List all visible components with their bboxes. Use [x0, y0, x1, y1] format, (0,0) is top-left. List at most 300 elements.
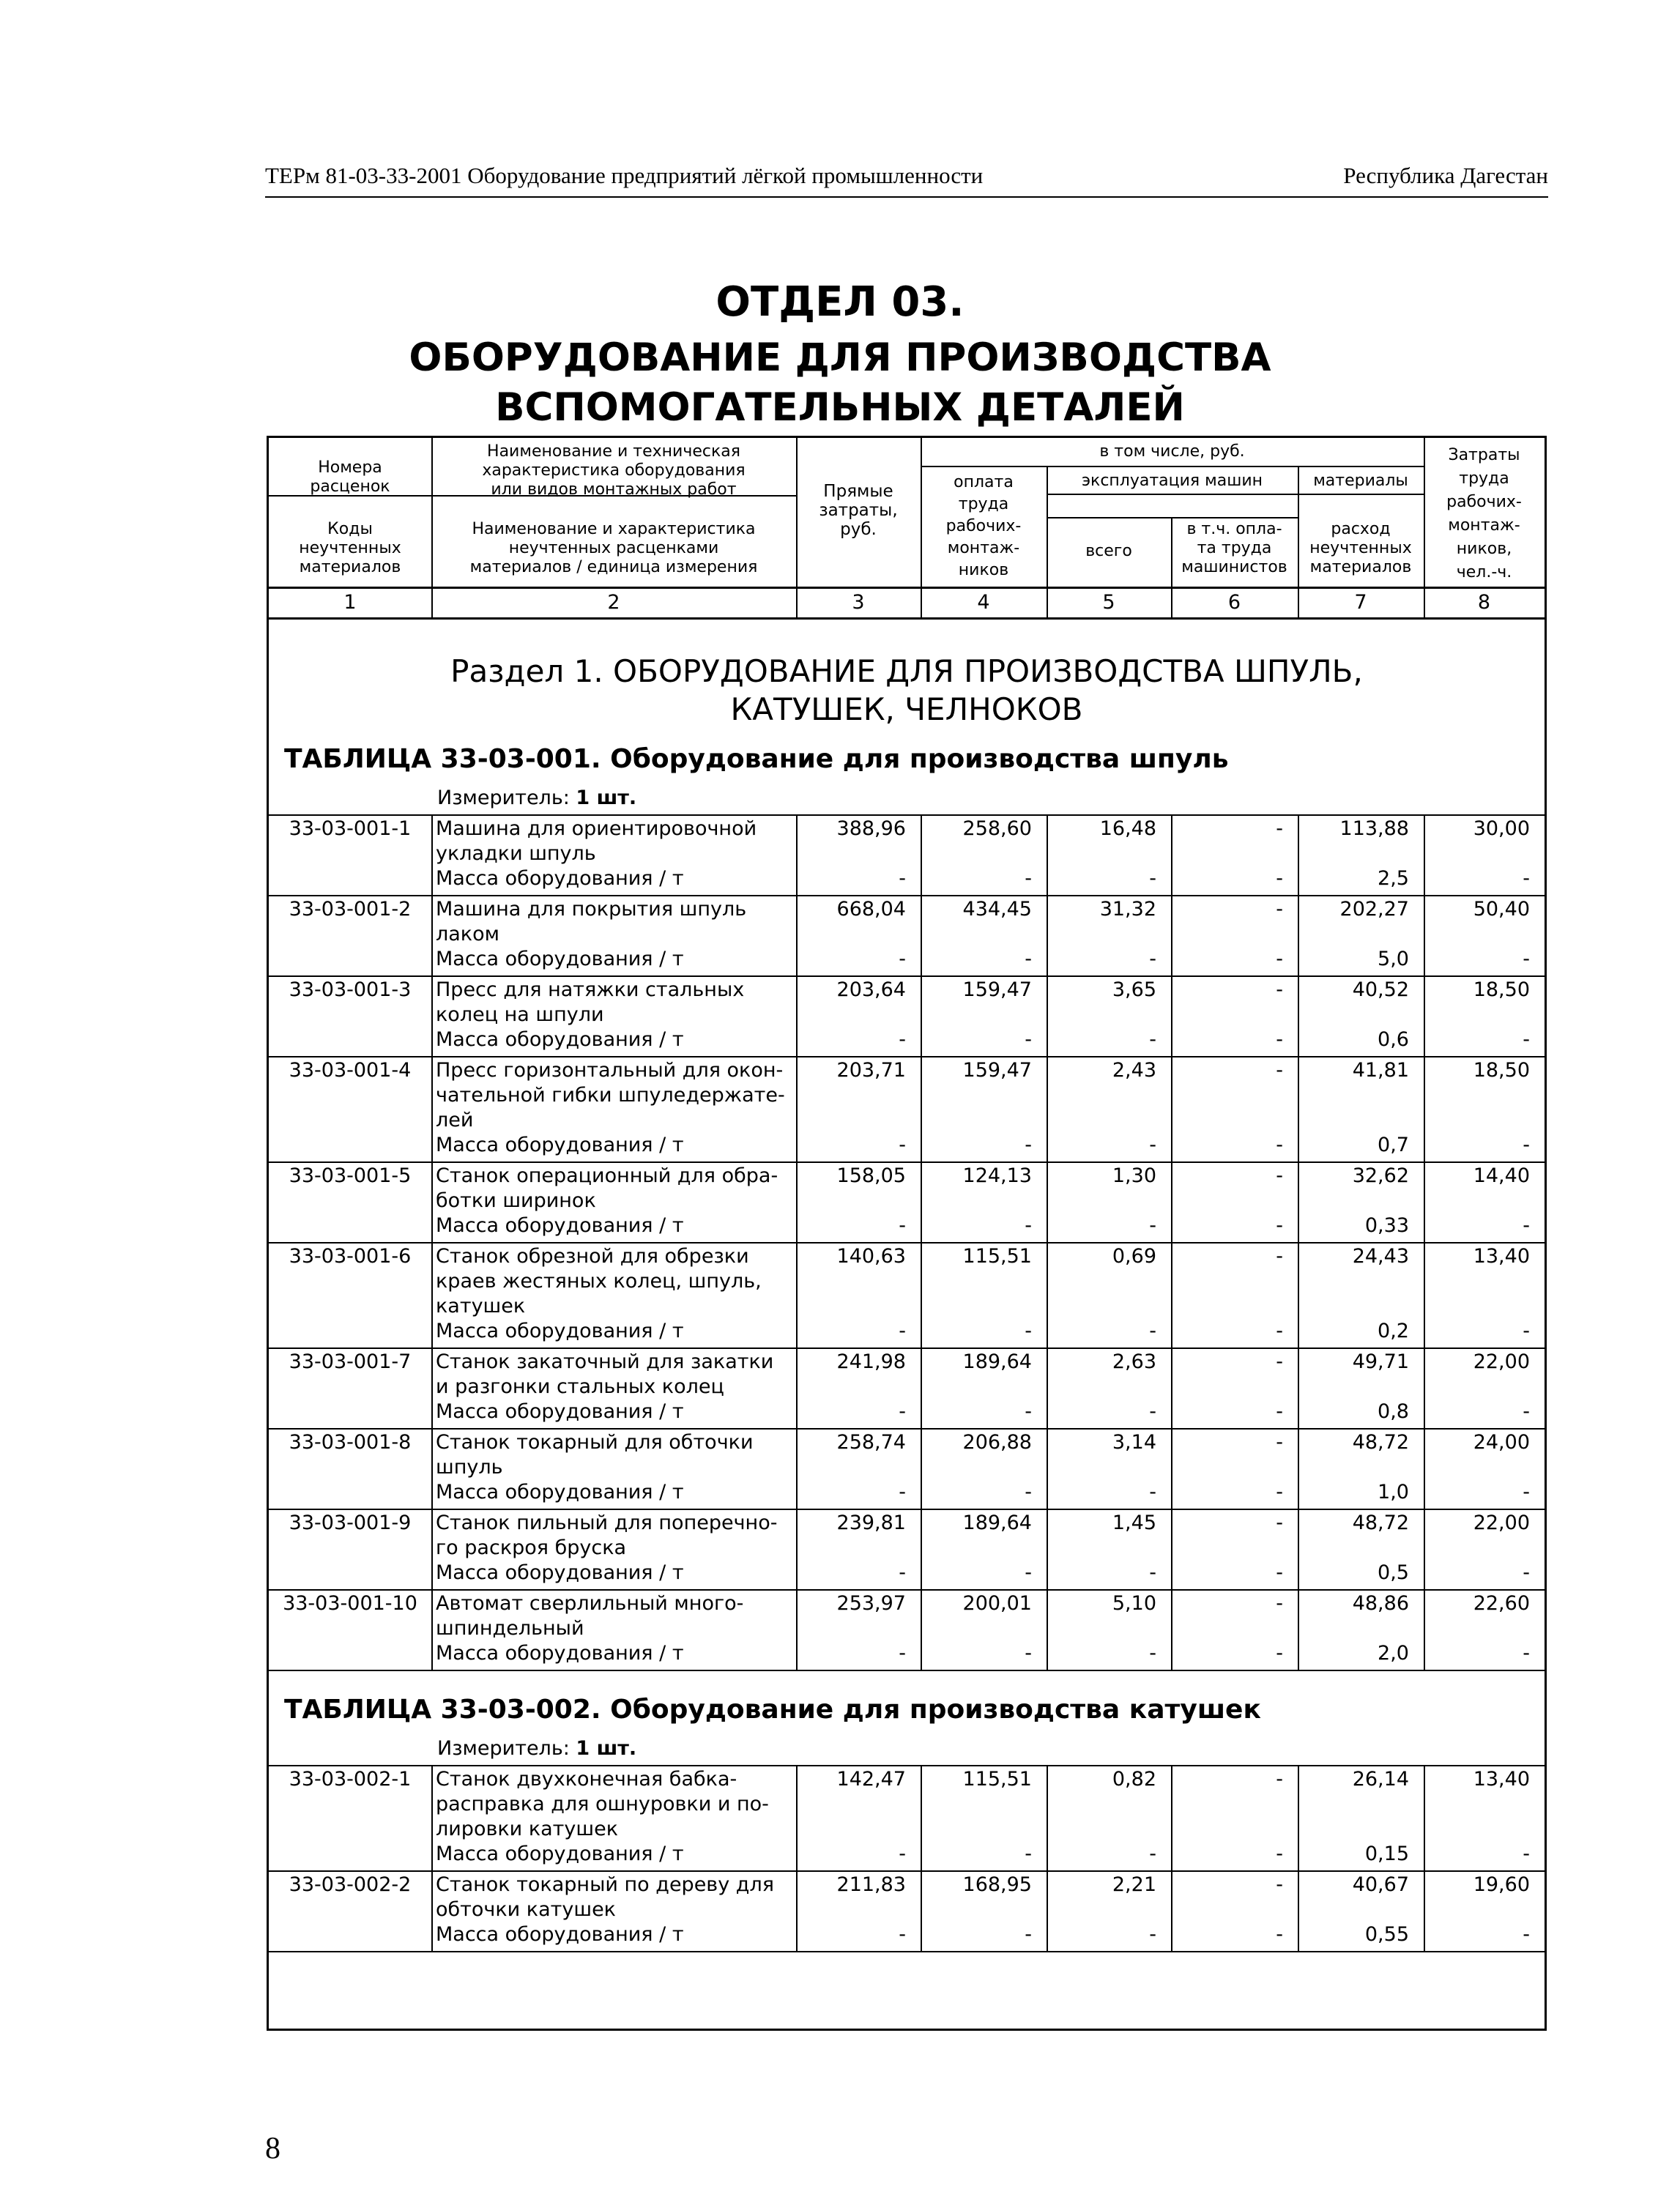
column-rule [796, 814, 798, 1670]
section-title [269, 653, 1545, 729]
labor-wages: 115,51 [962, 1245, 1032, 1268]
mass-labor-wages: - [1025, 948, 1032, 970]
table-title: ТАБЛИЦА 33-03-001. Оборудование для производства шпуль [284, 744, 1229, 774]
labor-hours: 22,00 [1473, 1512, 1530, 1534]
header-col3-line: Прямые [823, 482, 893, 501]
work-name [436, 1511, 777, 1561]
work-name-line: лировки катушек [436, 1818, 618, 1840]
row-rule [269, 1589, 1545, 1591]
mass-label: Масса оборудования / т [436, 1214, 684, 1237]
header-exploitation [1047, 472, 1298, 491]
mass-machinists-wages: - [1276, 1642, 1283, 1665]
mass-labor-hours: - [1523, 1320, 1530, 1342]
materials-cost: 26,14 [1352, 1768, 1409, 1791]
mass-direct-costs: - [899, 1320, 906, 1342]
mass-labor-hours: - [1523, 1134, 1530, 1156]
row-rule [269, 1242, 1545, 1244]
materials-cost: 40,67 [1352, 1873, 1409, 1896]
work-name [436, 1164, 778, 1213]
work-name-line: катушек [436, 1295, 526, 1317]
measure-unit [437, 1737, 636, 1760]
header-document-title: ТЕРм 81-03-33-2001 Оборудование предприятий лёгкой промышленности [265, 163, 984, 188]
mass-labor-wages: - [1025, 1642, 1032, 1665]
mass-labor-hours: - [1523, 867, 1530, 890]
row-rule [269, 975, 1545, 977]
header-col2-bottom-line: неучтенных расценками [508, 539, 719, 557]
materials-cost: 40,52 [1352, 978, 1409, 1001]
table-rule [1047, 494, 1298, 495]
department-subtitle [0, 333, 1680, 433]
machines-total: 2,21 [1112, 1873, 1156, 1896]
labor-hours: 19,60 [1473, 1873, 1530, 1896]
table-top-rule [269, 1765, 1545, 1766]
header-col2-bottom-line: материалов / единица измерения [469, 558, 758, 576]
header-col8 [1424, 444, 1545, 584]
department-subtitle-line-2: ВСПОМОГАТЕЛЬНЫХ ДЕТАЛЕЙ [495, 385, 1185, 430]
mass-label: Масса оборудования / т [436, 1642, 684, 1665]
rate-code: 33-03-001-3 [289, 978, 412, 1001]
mass-label: Масса оборудования / т [436, 1134, 684, 1156]
labor-hours: 22,00 [1473, 1350, 1530, 1373]
header-col5 [1047, 542, 1171, 561]
column-number [796, 593, 921, 612]
row-rule [269, 1056, 1545, 1057]
labor-hours: 50,40 [1473, 898, 1530, 921]
machinists-wages: - [1276, 1592, 1283, 1615]
labor-wages: 258,60 [962, 817, 1032, 840]
materials-cost: 49,71 [1352, 1350, 1409, 1373]
mass-value: 5,0 [1378, 948, 1409, 970]
mass-machines-total: - [1149, 1843, 1156, 1865]
rate-code: 33-03-002-2 [289, 1873, 412, 1896]
mass-label: Масса оборудования / т [436, 1320, 684, 1342]
labor-wages: 189,64 [962, 1350, 1032, 1373]
machinists-wages: - [1276, 1350, 1283, 1373]
mass-labor-hours: - [1523, 948, 1530, 970]
header-col8-line: ников, [1456, 540, 1512, 558]
mass-machines-total: - [1149, 1481, 1156, 1503]
machines-total: 0,82 [1112, 1768, 1156, 1791]
header-col8-line: труда [1459, 469, 1509, 488]
header-exploitation-line: эксплуатация машин [1081, 472, 1263, 490]
header-col7-line: неучтенных [1309, 539, 1412, 557]
row-rule [269, 895, 1545, 896]
mass-labor-wages: - [1025, 1400, 1032, 1423]
mass-machinists-wages: - [1276, 1320, 1283, 1342]
mass-value: 0,2 [1378, 1320, 1409, 1342]
rate-code: 33-03-002-1 [289, 1768, 412, 1791]
direct-costs: 388,96 [836, 817, 906, 840]
direct-costs: 211,83 [836, 1873, 906, 1896]
mass-machinists-wages: - [1276, 1134, 1283, 1156]
machines-total: 1,45 [1112, 1512, 1156, 1534]
column-rule [431, 1765, 433, 1951]
machines-total: 2,43 [1112, 1059, 1156, 1082]
mass-value: 2,5 [1378, 867, 1409, 890]
work-name-line: обточки катушек [436, 1898, 616, 1921]
mass-labor-hours: - [1523, 1923, 1530, 1946]
table-top-rule [269, 814, 1545, 816]
mass-value: 0,33 [1364, 1214, 1409, 1237]
header-col1-bottom-line: Коды [327, 520, 373, 538]
column-rule [921, 1765, 922, 1951]
work-name-line: шпиндельный [436, 1617, 584, 1640]
machinists-wages: - [1276, 1512, 1283, 1534]
mass-labor-wages: - [1025, 1134, 1032, 1156]
section-title-line: Раздел 1. ОБОРУДОВАНИЕ ДЛЯ ПРОИЗВОДСТВА ШПУЛЬ, [450, 653, 1363, 689]
column-number [1298, 593, 1424, 612]
mass-machinists-wages: - [1276, 948, 1283, 970]
labor-hours: 13,40 [1473, 1768, 1530, 1791]
column-rule [1047, 1765, 1048, 1951]
header-col6 [1171, 520, 1298, 577]
work-name-line: краев жестяных колец, шпуль, [436, 1270, 762, 1293]
labor-wages: 200,01 [962, 1592, 1032, 1615]
mass-labor-hours: - [1523, 1843, 1530, 1865]
mass-label: Масса оборудования / т [436, 948, 684, 970]
column-rule [921, 814, 922, 1670]
mass-direct-costs: - [899, 1642, 906, 1665]
header-region: Республика Дагестан [1343, 163, 1548, 188]
work-name-line: Машина для покрытия шпуль [436, 898, 747, 921]
price-table [267, 436, 1547, 2031]
header-col1-top [269, 458, 431, 497]
header-col2-top-line: характеристика оборудования [482, 461, 746, 480]
mass-value: 0,8 [1378, 1400, 1409, 1423]
header-col2-top-line: Наименование и техническая [487, 442, 740, 461]
work-name-line: Автомат сверлильный много- [436, 1592, 744, 1615]
labor-hours: 18,50 [1473, 978, 1530, 1001]
table-rule [921, 466, 1424, 467]
row-rule [269, 1428, 1545, 1430]
mass-labor-wages: - [1025, 1561, 1032, 1584]
mass-machines-total: - [1149, 1923, 1156, 1946]
column-number [1047, 593, 1171, 612]
materials-cost: 24,43 [1352, 1245, 1409, 1268]
row-rule [269, 1509, 1545, 1510]
header-col7-line: материалов [1309, 558, 1412, 576]
work-name-line: шпуль [436, 1456, 503, 1479]
work-name-line: и разгонки стальных колец [436, 1375, 724, 1398]
machinists-wages: - [1276, 1164, 1283, 1187]
mass-machinists-wages: - [1276, 1923, 1283, 1946]
mass-machines-total: - [1149, 1400, 1156, 1423]
header-col6-line: в т.ч. опла- [1186, 520, 1282, 538]
mass-labor-wages: - [1025, 867, 1032, 890]
header-col8-line: чел.-ч. [1456, 563, 1512, 581]
mass-machines-total: - [1149, 1561, 1156, 1584]
labor-hours: 24,00 [1473, 1431, 1530, 1454]
column-number-line: 5 [1102, 591, 1115, 614]
work-name-line: Станок токарный по дереву для [436, 1873, 774, 1896]
mass-value: 0,15 [1364, 1843, 1409, 1865]
materials-cost: 41,81 [1352, 1059, 1409, 1082]
mass-labor-hours: - [1523, 1561, 1530, 1584]
work-name-line: Станок закаточный для закатки [436, 1350, 774, 1373]
header-col1-top-line: Номера [318, 458, 382, 477]
header-rule [265, 196, 1548, 198]
work-name-line: расправка для ошнуровки и по- [436, 1793, 769, 1815]
header-col7 [1298, 520, 1424, 577]
column-rule [1424, 814, 1425, 1670]
direct-costs: 140,63 [836, 1245, 906, 1268]
column-number-line: 7 [1354, 591, 1367, 614]
measure-unit [437, 787, 636, 809]
mass-value: 0,55 [1364, 1923, 1409, 1946]
direct-costs: 142,47 [836, 1768, 906, 1791]
labor-wages: 115,51 [962, 1768, 1032, 1791]
rate-code: 33-03-001-2 [289, 898, 412, 921]
header-col6-line: машинистов [1181, 558, 1287, 576]
column-number-line: 2 [607, 591, 620, 614]
labor-wages: 189,64 [962, 1512, 1032, 1534]
work-name [436, 1591, 743, 1641]
header-col4-line: рабочих- [945, 517, 1022, 535]
header-col3 [796, 482, 921, 539]
mass-value: 1,0 [1378, 1481, 1409, 1503]
work-name-line: го раскроя бруска [436, 1536, 627, 1559]
row-rule [269, 1870, 1545, 1872]
materials-cost: 48,86 [1352, 1592, 1409, 1615]
machinists-wages: - [1276, 1431, 1283, 1454]
work-name [436, 1873, 774, 1922]
section-title-line: КАТУШЕК, ЧЕЛНОКОВ [730, 691, 1083, 727]
column-number [431, 593, 796, 612]
machines-total: 3,65 [1112, 978, 1156, 1001]
mass-label: Масса оборудования / т [436, 1923, 684, 1946]
column-number-line: 8 [1477, 591, 1491, 614]
work-name-line: лаком [436, 923, 499, 945]
direct-costs: 241,98 [836, 1350, 906, 1373]
labor-hours: 30,00 [1473, 817, 1530, 840]
work-name-line: лей [436, 1109, 474, 1131]
materials-cost: 202,27 [1339, 898, 1409, 921]
machinists-wages: - [1276, 817, 1283, 840]
mass-labor-wages: - [1025, 1843, 1032, 1865]
mass-machinists-wages: - [1276, 1214, 1283, 1237]
mass-label: Масса оборудования / т [436, 867, 684, 890]
labor-wages: 159,47 [962, 1059, 1032, 1082]
mass-direct-costs: - [899, 1923, 906, 1946]
direct-costs: 668,04 [836, 898, 906, 921]
work-name [436, 897, 746, 947]
page-number: 8 [265, 2132, 280, 2166]
mass-machines-total: - [1149, 1214, 1156, 1237]
work-name [436, 1430, 754, 1480]
mass-direct-costs: - [899, 1481, 906, 1503]
column-rule [1298, 814, 1299, 1670]
header-col8-line: рабочих- [1446, 493, 1522, 511]
header-col1-bottom-line: неучтенных [299, 539, 401, 557]
table-rule [1298, 466, 1299, 517]
machinists-wages: - [1276, 1245, 1283, 1268]
department-title: ОТДЕЛ 03. [716, 278, 964, 326]
machines-total: 3,14 [1112, 1431, 1156, 1454]
mass-label: Масса оборудования / т [436, 1843, 684, 1865]
mass-labor-hours: - [1523, 1028, 1530, 1051]
machinists-wages: - [1276, 978, 1283, 1001]
labor-wages: 168,95 [962, 1873, 1032, 1896]
measure-value: 1 шт. [576, 787, 637, 809]
materials-cost: 32,62 [1352, 1164, 1409, 1187]
header-col7-line: расход [1331, 520, 1391, 538]
mass-direct-costs: - [899, 1561, 906, 1584]
header-materials [1298, 472, 1424, 491]
rate-code: 33-03-001-1 [289, 817, 412, 840]
rate-code: 33-03-001-4 [289, 1059, 412, 1082]
mass-labor-wages: - [1025, 1214, 1032, 1237]
rate-code: 33-03-001-9 [289, 1512, 412, 1534]
row-rule [269, 1951, 1545, 1952]
header-col3-line: затраты, [819, 501, 898, 520]
mass-machines-total: - [1149, 948, 1156, 970]
mass-direct-costs: - [899, 1400, 906, 1423]
mass-direct-costs: - [899, 1214, 906, 1237]
mass-value: 0,6 [1378, 1028, 1409, 1051]
work-name [436, 1767, 769, 1842]
direct-costs: 203,71 [836, 1059, 906, 1082]
work-name-line: Станок обрезной для обрезки [436, 1245, 749, 1268]
row-rule [269, 1347, 1545, 1349]
rate-code: 33-03-001-5 [289, 1164, 412, 1187]
work-name [436, 1058, 785, 1133]
header-col5-line: всего [1085, 542, 1132, 560]
rate-code: 33-03-001-7 [289, 1350, 412, 1373]
direct-costs: 253,97 [836, 1592, 906, 1615]
header-col2-bottom [431, 520, 796, 577]
mass-machines-total: - [1149, 1028, 1156, 1051]
mass-direct-costs: - [899, 1843, 906, 1865]
table-rule [1047, 517, 1298, 518]
machines-total: 0,69 [1112, 1245, 1156, 1268]
measure-value: 1 шт. [576, 1737, 637, 1760]
machines-total: 31,32 [1099, 898, 1156, 921]
machinists-wages: - [1276, 898, 1283, 921]
materials-cost: 113,88 [1339, 817, 1409, 840]
work-name-line: колец на шпули [436, 1003, 604, 1026]
column-rule [1171, 814, 1172, 1670]
mass-machines-total: - [1149, 1320, 1156, 1342]
work-name-line: Станок токарный для обточки [436, 1431, 754, 1454]
machinists-wages: - [1276, 1059, 1283, 1082]
header-col2-top [431, 442, 796, 499]
work-name [436, 1350, 773, 1399]
column-rule [796, 1765, 798, 1951]
labor-wages: 124,13 [962, 1164, 1032, 1187]
mass-value: 0,7 [1378, 1134, 1409, 1156]
work-name [436, 817, 757, 866]
work-name-line: Пресс для натяжки стальных [436, 978, 745, 1001]
mass-labor-wages: - [1025, 1923, 1032, 1946]
column-rule [1047, 814, 1048, 1670]
column-number [1171, 593, 1298, 612]
mass-labor-hours: - [1523, 1481, 1530, 1503]
column-number-line: 4 [977, 591, 990, 614]
column-number-line: 6 [1227, 591, 1241, 614]
header-col2-top-line: или видов монтажных работ [491, 480, 737, 499]
table-rule [269, 587, 1545, 589]
mass-direct-costs: - [899, 1134, 906, 1156]
header-col8-line: Затраты [1448, 446, 1520, 464]
machines-total: 16,48 [1099, 817, 1156, 840]
department-subtitle-line-1: ОБОРУДОВАНИЕ ДЛЯ ПРОИЗВОДСТВА [409, 335, 1271, 380]
mass-machinists-wages: - [1276, 1028, 1283, 1051]
work-name-line: Станок пильный для поперечно- [436, 1512, 778, 1534]
mass-labor-wages: - [1025, 1481, 1032, 1503]
work-name-line: Машина для ориентировочной [436, 817, 757, 840]
labor-wages: 159,47 [962, 978, 1032, 1001]
header-col4-line: труда [958, 495, 1009, 513]
column-number-line: 3 [852, 591, 865, 614]
work-name-line: Станок двухконечная бабка- [436, 1768, 737, 1791]
mass-direct-costs: - [899, 1028, 906, 1051]
mass-label: Масса оборудования / т [436, 1561, 684, 1584]
labor-hours: 22,60 [1473, 1592, 1530, 1615]
work-name-line: чательной гибки шпуледержате- [436, 1084, 785, 1107]
header-col4 [921, 472, 1047, 581]
labor-hours: 13,40 [1473, 1245, 1530, 1268]
header-materials-line: материалы [1313, 472, 1408, 490]
rate-code: 33-03-001-8 [289, 1431, 412, 1454]
column-rule [431, 814, 433, 1670]
direct-costs: 203,64 [836, 978, 906, 1001]
mass-machinists-wages: - [1276, 1481, 1283, 1503]
header-group [921, 442, 1424, 461]
direct-costs: 258,74 [836, 1431, 906, 1454]
mass-machinists-wages: - [1276, 1400, 1283, 1423]
header-col1-bottom-line: материалов [299, 558, 401, 576]
mass-machines-total: - [1149, 1134, 1156, 1156]
machines-total: 2,63 [1112, 1350, 1156, 1373]
mass-machinists-wages: - [1276, 1561, 1283, 1584]
header-col3-line: руб. [840, 520, 877, 539]
measure-label: Измеритель: [437, 787, 576, 809]
running-header [265, 163, 1548, 196]
column-number [921, 593, 1047, 612]
mass-label: Масса оборудования / т [436, 1481, 684, 1503]
column-number [1424, 593, 1545, 612]
mass-label: Масса оборудования / т [436, 1028, 684, 1051]
machines-total: 5,10 [1112, 1592, 1156, 1615]
column-rule [1424, 1765, 1425, 1951]
header-group-line: в том числе, руб. [1099, 442, 1245, 461]
row-rule [269, 1161, 1545, 1163]
column-number [269, 593, 431, 612]
table-title: ТАБЛИЦА 33-03-002. Оборудование для производства катушек [284, 1695, 1261, 1725]
mass-labor-hours: - [1523, 1642, 1530, 1665]
column-rule [1171, 1765, 1172, 1951]
header-col1-bottom [269, 520, 431, 577]
row-rule [269, 1670, 1545, 1671]
labor-hours: 14,40 [1473, 1164, 1530, 1187]
work-name-line: Станок операционный для обра- [436, 1164, 778, 1187]
mass-direct-costs: - [899, 948, 906, 970]
mass-value: 0,5 [1378, 1561, 1409, 1584]
machinists-wages: - [1276, 1768, 1283, 1791]
header-col8-line: монтаж- [1448, 516, 1520, 535]
mass-machines-total: - [1149, 1642, 1156, 1665]
mass-direct-costs: - [899, 867, 906, 890]
column-number-line: 1 [343, 591, 357, 614]
mass-machines-total: - [1149, 867, 1156, 890]
machinists-wages: - [1276, 1873, 1283, 1896]
mass-labor-wages: - [1025, 1320, 1032, 1342]
header-col4-line: оплата [954, 473, 1014, 491]
column-rule [1298, 1765, 1299, 1951]
work-name [436, 978, 744, 1027]
materials-cost: 48,72 [1352, 1431, 1409, 1454]
header-col4-line: монтаж- [947, 539, 1020, 557]
